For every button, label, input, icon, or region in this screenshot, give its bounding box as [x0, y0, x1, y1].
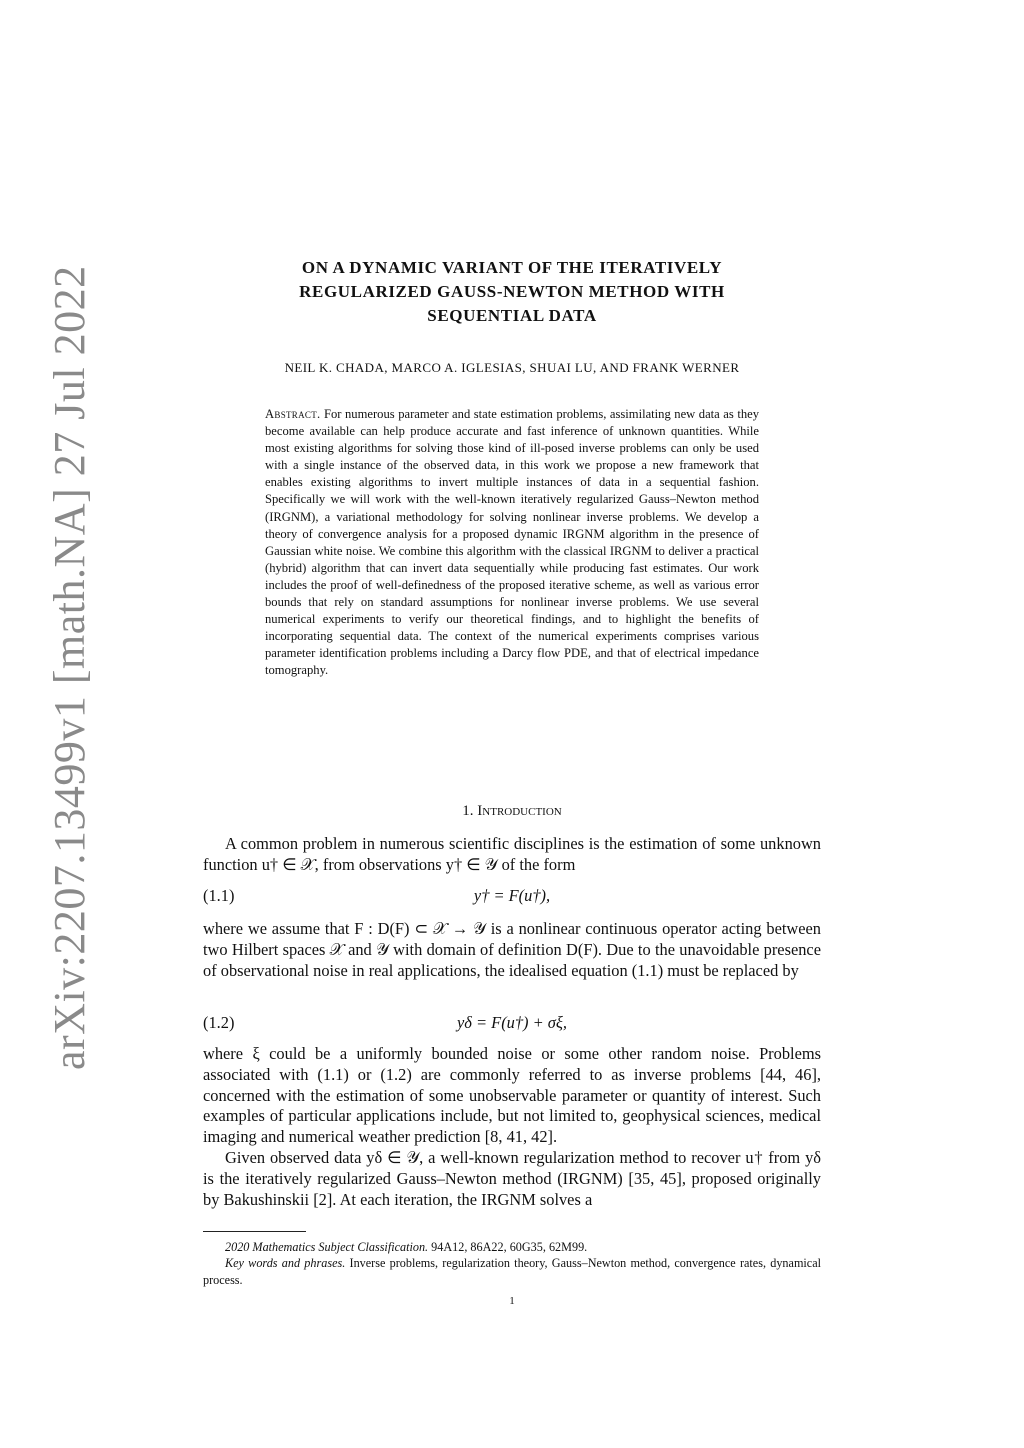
- intro-paragraph-3: where ξ could be a uniformly bounded noise or some other random noise. Problems associated with (1.1) or (1.2) are commonly referred to as inverse problems [44, 46], concerned with the estimation of some unobservable parameter or quantity of interest. Such examples of particular applications include, but not limited to, geophysical sciences, medical imaging and numerical weather prediction [8, 41, 42].: [203, 1044, 821, 1147]
- footnote-msc: [203, 1239, 821, 1255]
- paper-title: [200, 256, 824, 328]
- title-line: SEQUENTIAL DATA: [427, 306, 597, 325]
- section-title: Introduction: [477, 803, 562, 819]
- keywords-text: Inverse problems, regularization theory, Gauss–Newton method, convergence rates, dynamical process.: [203, 1256, 822, 1287]
- abstract: [265, 406, 759, 680]
- intro-paragraph-1: A common problem in numerous scientific disciplines is the estimation of some unknown function u† ∈ 𝒳, from observations y† ∈ 𝒴 of the form: [203, 834, 821, 874]
- arxiv-identifier-stamp: arXiv:2207.13499v1 [math.NA] 27 Jul 2022: [45, 265, 94, 1070]
- msc-label: 2020 Mathematics Subject Classification.: [225, 1240, 429, 1254]
- equation-label: (1.2): [203, 1013, 235, 1032]
- footnote-divider: [203, 1231, 306, 1232]
- equation-body: y† = F(u†),: [473, 886, 551, 905]
- intro-paragraph-4: Given observed data yδ ∈ 𝒴, a well-known regularization method to recover u† from yδ is the iteratively regularized Gauss–Newton method (IRGNM) [35, 45], proposed originally by Bakushinskii [2]. At each iteration, the IRGNM solves a: [203, 1148, 821, 1209]
- section-number: 1.: [462, 803, 474, 819]
- page-number: 1: [509, 1295, 515, 1307]
- equation-1-1: [203, 886, 821, 908]
- footnotes: [203, 1239, 821, 1288]
- intro-paragraph-2: where we assume that F : D(F) ⊂ 𝒳 → 𝒴 is a nonlinear continuous operator acting between two Hilbert spaces 𝒳 and 𝒴 with domain of definition D(F). Due to the unavoidable presence of observational noise in real applications, the idealised equation (1.1) must be replaced by: [203, 919, 821, 980]
- title-line: REGULARIZED GAUSS-NEWTON METHOD WITH: [299, 282, 725, 301]
- section-heading-introduction: [200, 803, 824, 820]
- equation-label: (1.1): [203, 886, 235, 905]
- footnote-keywords: [203, 1255, 821, 1288]
- abstract-label: Abstract.: [265, 407, 321, 421]
- msc-codes: 94A12, 86A22, 60G35, 62M99.: [431, 1240, 588, 1254]
- keywords-label: Key words and phrases.: [225, 1256, 346, 1271]
- title-line: ON A DYNAMIC VARIANT OF THE ITERATIVELY: [301, 258, 723, 277]
- equation-1-2: [203, 1013, 821, 1035]
- author-list: NEIL K. CHADA, MARCO A. IGLESIAS, SHUAI LU, AND FRANK WERNER: [284, 360, 740, 375]
- abstract-text: For numerous parameter and state estimation problems, assimilating new data as they become available can help produce accurate and fast inference of unknown quantities. While most existing algorithms for solving those kind of ill-posed inverse problems can only be used with a single instance of the observed data, in this work we propose a new framework that enables existing algorithms to invert multiple instances of data in a sequential fashion. Specifically we will work with the well-known iteratively regularized Gauss–Newton method (IRGNM), a variational methodology for solving nonlinear inverse problems. We develop a theory of convergence analysis for a proposed dynamic IRGNM algorithm in the presence of Gaussian white noise. We combine this algorithm with the classical IRGNM to deliver a practical (hybrid) algorithm that can invert data sequentially while producing fast estimates. Our work includes the proof of well-definedness of the proposed iterative scheme, as well as various error bounds that rely on standard assumptions for nonlinear inverse problems. We use several numerical experiments to verify our theoretical findings, and to highlight the benefits of incorporating sequential data. The context of the numerical experiments comprises various parameter identification problems including a Darcy flow PDE, and that of electrical impedance tomography.: [265, 407, 759, 678]
- equation-body: yδ = F(u†) + σξ,: [457, 1013, 567, 1032]
